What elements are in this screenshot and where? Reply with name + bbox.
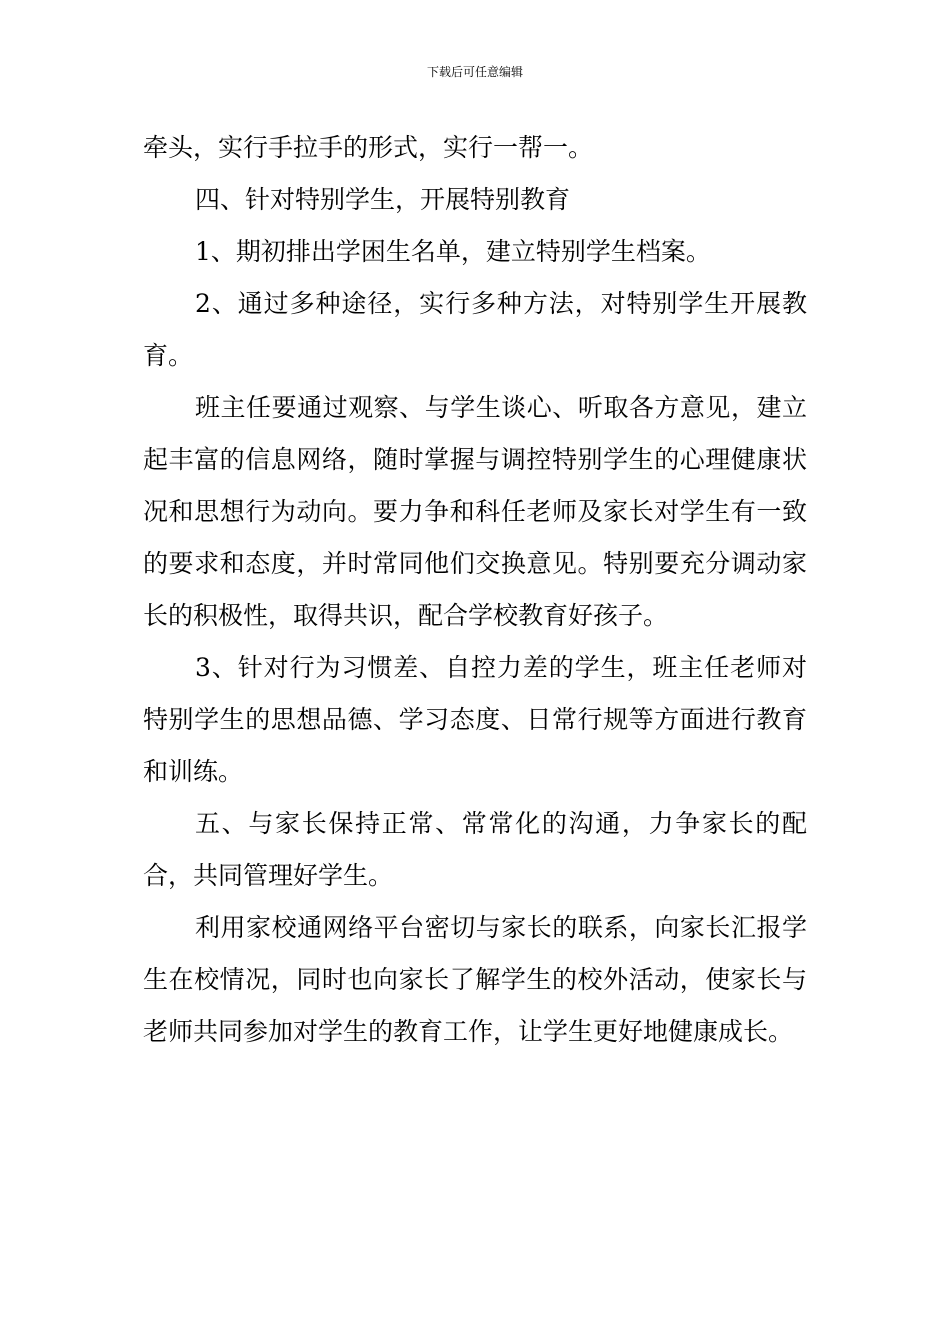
paragraph-continuation: 牵头，实行手拉手的形式，实行一帮一。 bbox=[143, 133, 594, 162]
paragraph-head-teacher: 班主任要通过观察、与学生谈心、听取各方意见，建立起丰富的信息网络，随时掌握与调控特别学生的心理健康状况和思想行为动向。要力争和科任老师及家长对学生有一致的要求和态度，并时常同他们交换意见。特别要充分调动家长的积极性，取得共识，配合学校教育好孩子。 bbox=[143, 393, 807, 630]
list-item-one: 1、期初排出学困生名单，建立特别学生档案。 bbox=[195, 237, 711, 266]
list-item-three: 3、针对行为习惯差、自控力差的学生，班主任老师对特别学生的思想品德、学习态度、日常行规等方面进行教育和训练。 bbox=[143, 653, 807, 786]
section-heading-four: 四、针对特别学生，开展特别教育 bbox=[195, 185, 571, 214]
document-body bbox=[143, 122, 807, 1058]
list-item-two: 2、通过多种途径，实行多种方法，对特别学生开展教育。 bbox=[143, 289, 807, 370]
page-header: 下载后可任意编辑 bbox=[426, 65, 523, 79]
section-heading-five: 五、与家长保持正常、常常化的沟通，力争家长的配合，共同管理好学生。 bbox=[143, 809, 807, 890]
paragraph-home-school: 利用家校通网络平台密切与家长的联系，向家长汇报学生在校情况，同时也向家长了解学生的校外活动，使家长与老师共同参加对学生的教育工作，让学生更好地健康成长。 bbox=[143, 913, 807, 1046]
